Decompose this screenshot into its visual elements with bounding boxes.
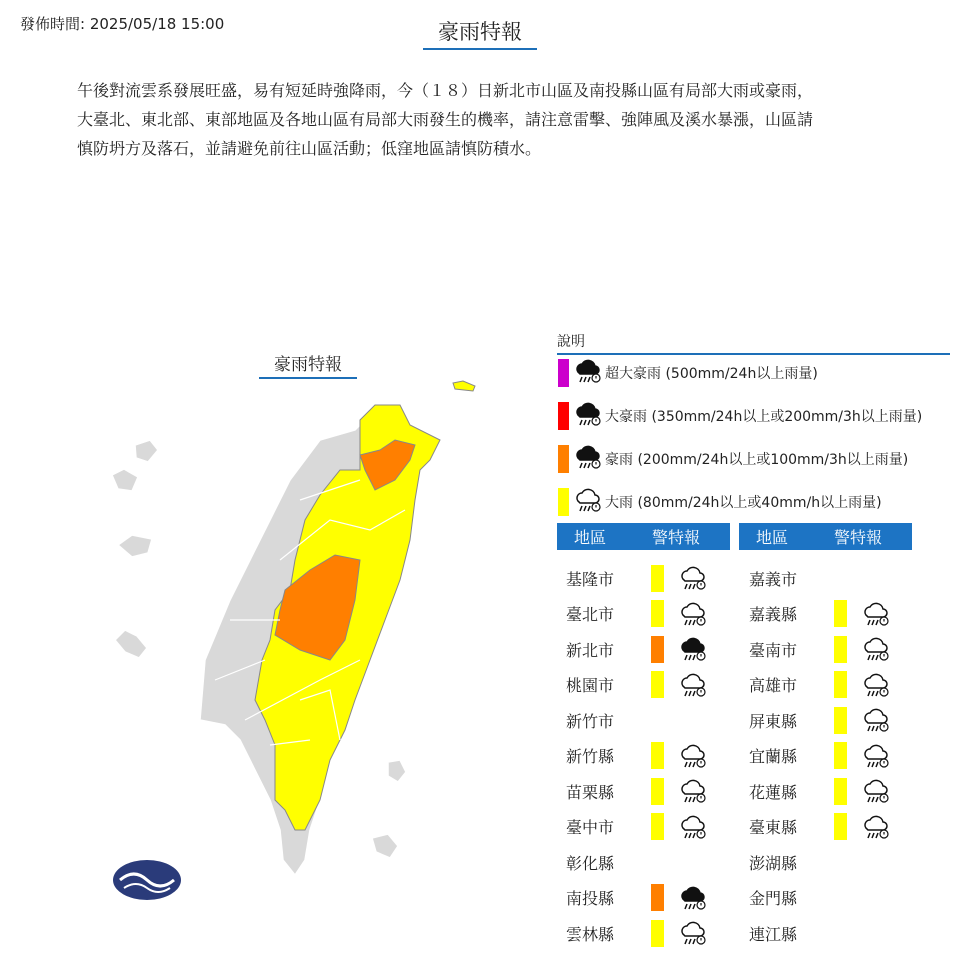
- warning-level-swatch: [651, 884, 664, 911]
- table-row: [566, 705, 716, 735]
- region-name: 基隆市: [566, 569, 615, 589]
- warning-level-swatch: [834, 671, 847, 698]
- region-name: 花蓮縣: [749, 782, 798, 802]
- region-name: 澎湖縣: [749, 853, 798, 873]
- table-row: [566, 670, 716, 700]
- table-row: [566, 812, 716, 842]
- table-row: [566, 847, 716, 877]
- heavy-rain-icon: [679, 601, 707, 631]
- region-name: 臺北市: [566, 605, 615, 624]
- legend-item: [558, 487, 882, 517]
- region-name: 新竹縣: [566, 747, 615, 766]
- warning-level-swatch: [651, 671, 664, 698]
- region-name: 臺東縣: [749, 818, 798, 837]
- region-name: 金門縣: [749, 889, 798, 908]
- heavy-rain-icon: [862, 814, 890, 844]
- description-line: 大臺北、東北部、東部地區及各地山區有局部大雨發生的機率，請注意雷擊、強陣風及溪水暴漲，山區請: [77, 110, 814, 129]
- description-line: 午後對流雲系發展旺盛，易有短延時強降雨，今（１８）日新北市山區及南投縣山區有局部大雨或豪雨，: [77, 81, 814, 100]
- region-name: 嘉義縣: [749, 605, 798, 624]
- warning-level-swatch: [651, 813, 664, 840]
- region-name: 連江縣: [749, 924, 798, 944]
- warning-level-swatch: [651, 920, 664, 947]
- table-row: [749, 670, 899, 700]
- region-name: 新竹市: [566, 711, 615, 731]
- guishan-island: [453, 381, 475, 391]
- cwa-logo: [113, 860, 181, 900]
- warning-level-swatch: [834, 813, 847, 840]
- legend-item: [558, 358, 818, 388]
- heavy-rain-icon: [679, 672, 707, 702]
- heavy-rain-icon: [862, 743, 890, 773]
- warning-level-swatch: [651, 565, 664, 592]
- legend-title: 說明: [557, 331, 950, 355]
- heavy-rain-icon: [574, 487, 602, 517]
- table-row: [566, 599, 716, 629]
- region-name: 彰化縣: [566, 853, 615, 873]
- warning-level-swatch: [651, 778, 664, 805]
- heavy-rain-icon: [679, 814, 707, 844]
- legend-item: [558, 401, 922, 431]
- map-title: 豪雨特報: [259, 350, 357, 379]
- region-name: 南投縣: [566, 889, 615, 908]
- col-region: 地區: [574, 528, 607, 547]
- table-row: [566, 883, 716, 913]
- col-warning: 警特報: [652, 528, 701, 547]
- region-name: 臺南市: [749, 640, 798, 660]
- table-row: [566, 776, 716, 806]
- taiwan-warning-map: [0, 370, 520, 960]
- publish-time: 發佈時間: 2025/05/18 15:00: [20, 15, 225, 33]
- legend-swatch: [558, 488, 569, 516]
- legend-item: [558, 444, 908, 474]
- heavy-rain-icon: [679, 778, 707, 808]
- extremely-heavy-rain-icon: [679, 885, 707, 915]
- region-name: 屏東縣: [749, 711, 798, 731]
- extremely-heavy-rain-icon: [679, 636, 707, 666]
- warning-level-swatch: [651, 742, 664, 769]
- legend-label: 豪雨 (200mm/24h以上或100mm/3h以上雨量): [605, 452, 909, 468]
- heavy-rain-icon: [862, 778, 890, 808]
- table-row: [566, 918, 716, 948]
- region-name: 高雄市: [749, 676, 798, 695]
- torrential-rain-icon: [574, 401, 602, 431]
- heavy-rain-icon: [679, 920, 707, 950]
- table-row: [749, 741, 899, 771]
- heavy-rain-icon: [862, 601, 890, 631]
- warning-description: [77, 76, 907, 163]
- legend-swatch: [558, 445, 569, 473]
- heavy-rain-icon: [679, 565, 707, 595]
- green-island: [388, 760, 406, 782]
- table-row: [749, 847, 899, 877]
- region-name: 桃園市: [566, 676, 615, 695]
- col-warning: 警特報: [834, 528, 883, 547]
- table-row: [749, 634, 899, 664]
- warning-level-swatch: [834, 600, 847, 627]
- heavy-rain-icon: [862, 672, 890, 702]
- warning-level-swatch: [651, 600, 664, 627]
- table-row: [749, 776, 899, 806]
- region-name: 宜蘭縣: [749, 747, 798, 766]
- warning-level-swatch: [651, 636, 664, 663]
- table-row: [566, 741, 716, 771]
- heavy-rain-icon: [679, 743, 707, 773]
- table-header-left: [557, 523, 730, 550]
- warning-level-swatch: [834, 707, 847, 734]
- legend-swatch: [558, 359, 569, 387]
- page-title: 豪雨特報: [423, 16, 537, 50]
- description-line: 慎防坍方及落石，並請避免前往山區活動；低窪地區請慎防積水。: [77, 139, 542, 158]
- table-row: [566, 634, 716, 664]
- legend-label: 大豪雨 (350mm/24h以上或200mm/3h以上雨量): [605, 409, 923, 425]
- legend-label: 超大豪雨 (500mm/24h以上雨量): [605, 366, 818, 382]
- warning-level-swatch: [834, 742, 847, 769]
- warning-level-swatch: [834, 778, 847, 805]
- col-region: 地區: [756, 528, 789, 547]
- table-row: [749, 599, 899, 629]
- table-header-right: [739, 523, 912, 550]
- extremely-heavy-rain-icon: [574, 444, 602, 474]
- table-row: [566, 563, 716, 593]
- legend-swatch: [558, 402, 569, 430]
- extreme-rain-icon: [574, 358, 602, 388]
- table-row: [749, 563, 899, 593]
- region-name: 苗栗縣: [566, 782, 615, 802]
- table-row: [749, 812, 899, 842]
- penghu-island: [112, 440, 158, 658]
- region-name: 新北市: [566, 640, 615, 660]
- orchid-island: [372, 834, 398, 858]
- table-row: [749, 883, 899, 913]
- region-name: 嘉義市: [749, 569, 798, 589]
- table-row: [749, 918, 899, 948]
- table-row: [749, 705, 899, 735]
- legend-label: 大雨 (80mm/24h以上或40mm/h以上雨量): [605, 495, 882, 511]
- warning-level-swatch: [834, 636, 847, 663]
- heavy-rain-icon: [862, 636, 890, 666]
- region-name: 臺中市: [566, 818, 615, 837]
- heavy-rain-icon: [862, 707, 890, 737]
- region-name: 雲林縣: [566, 924, 615, 944]
